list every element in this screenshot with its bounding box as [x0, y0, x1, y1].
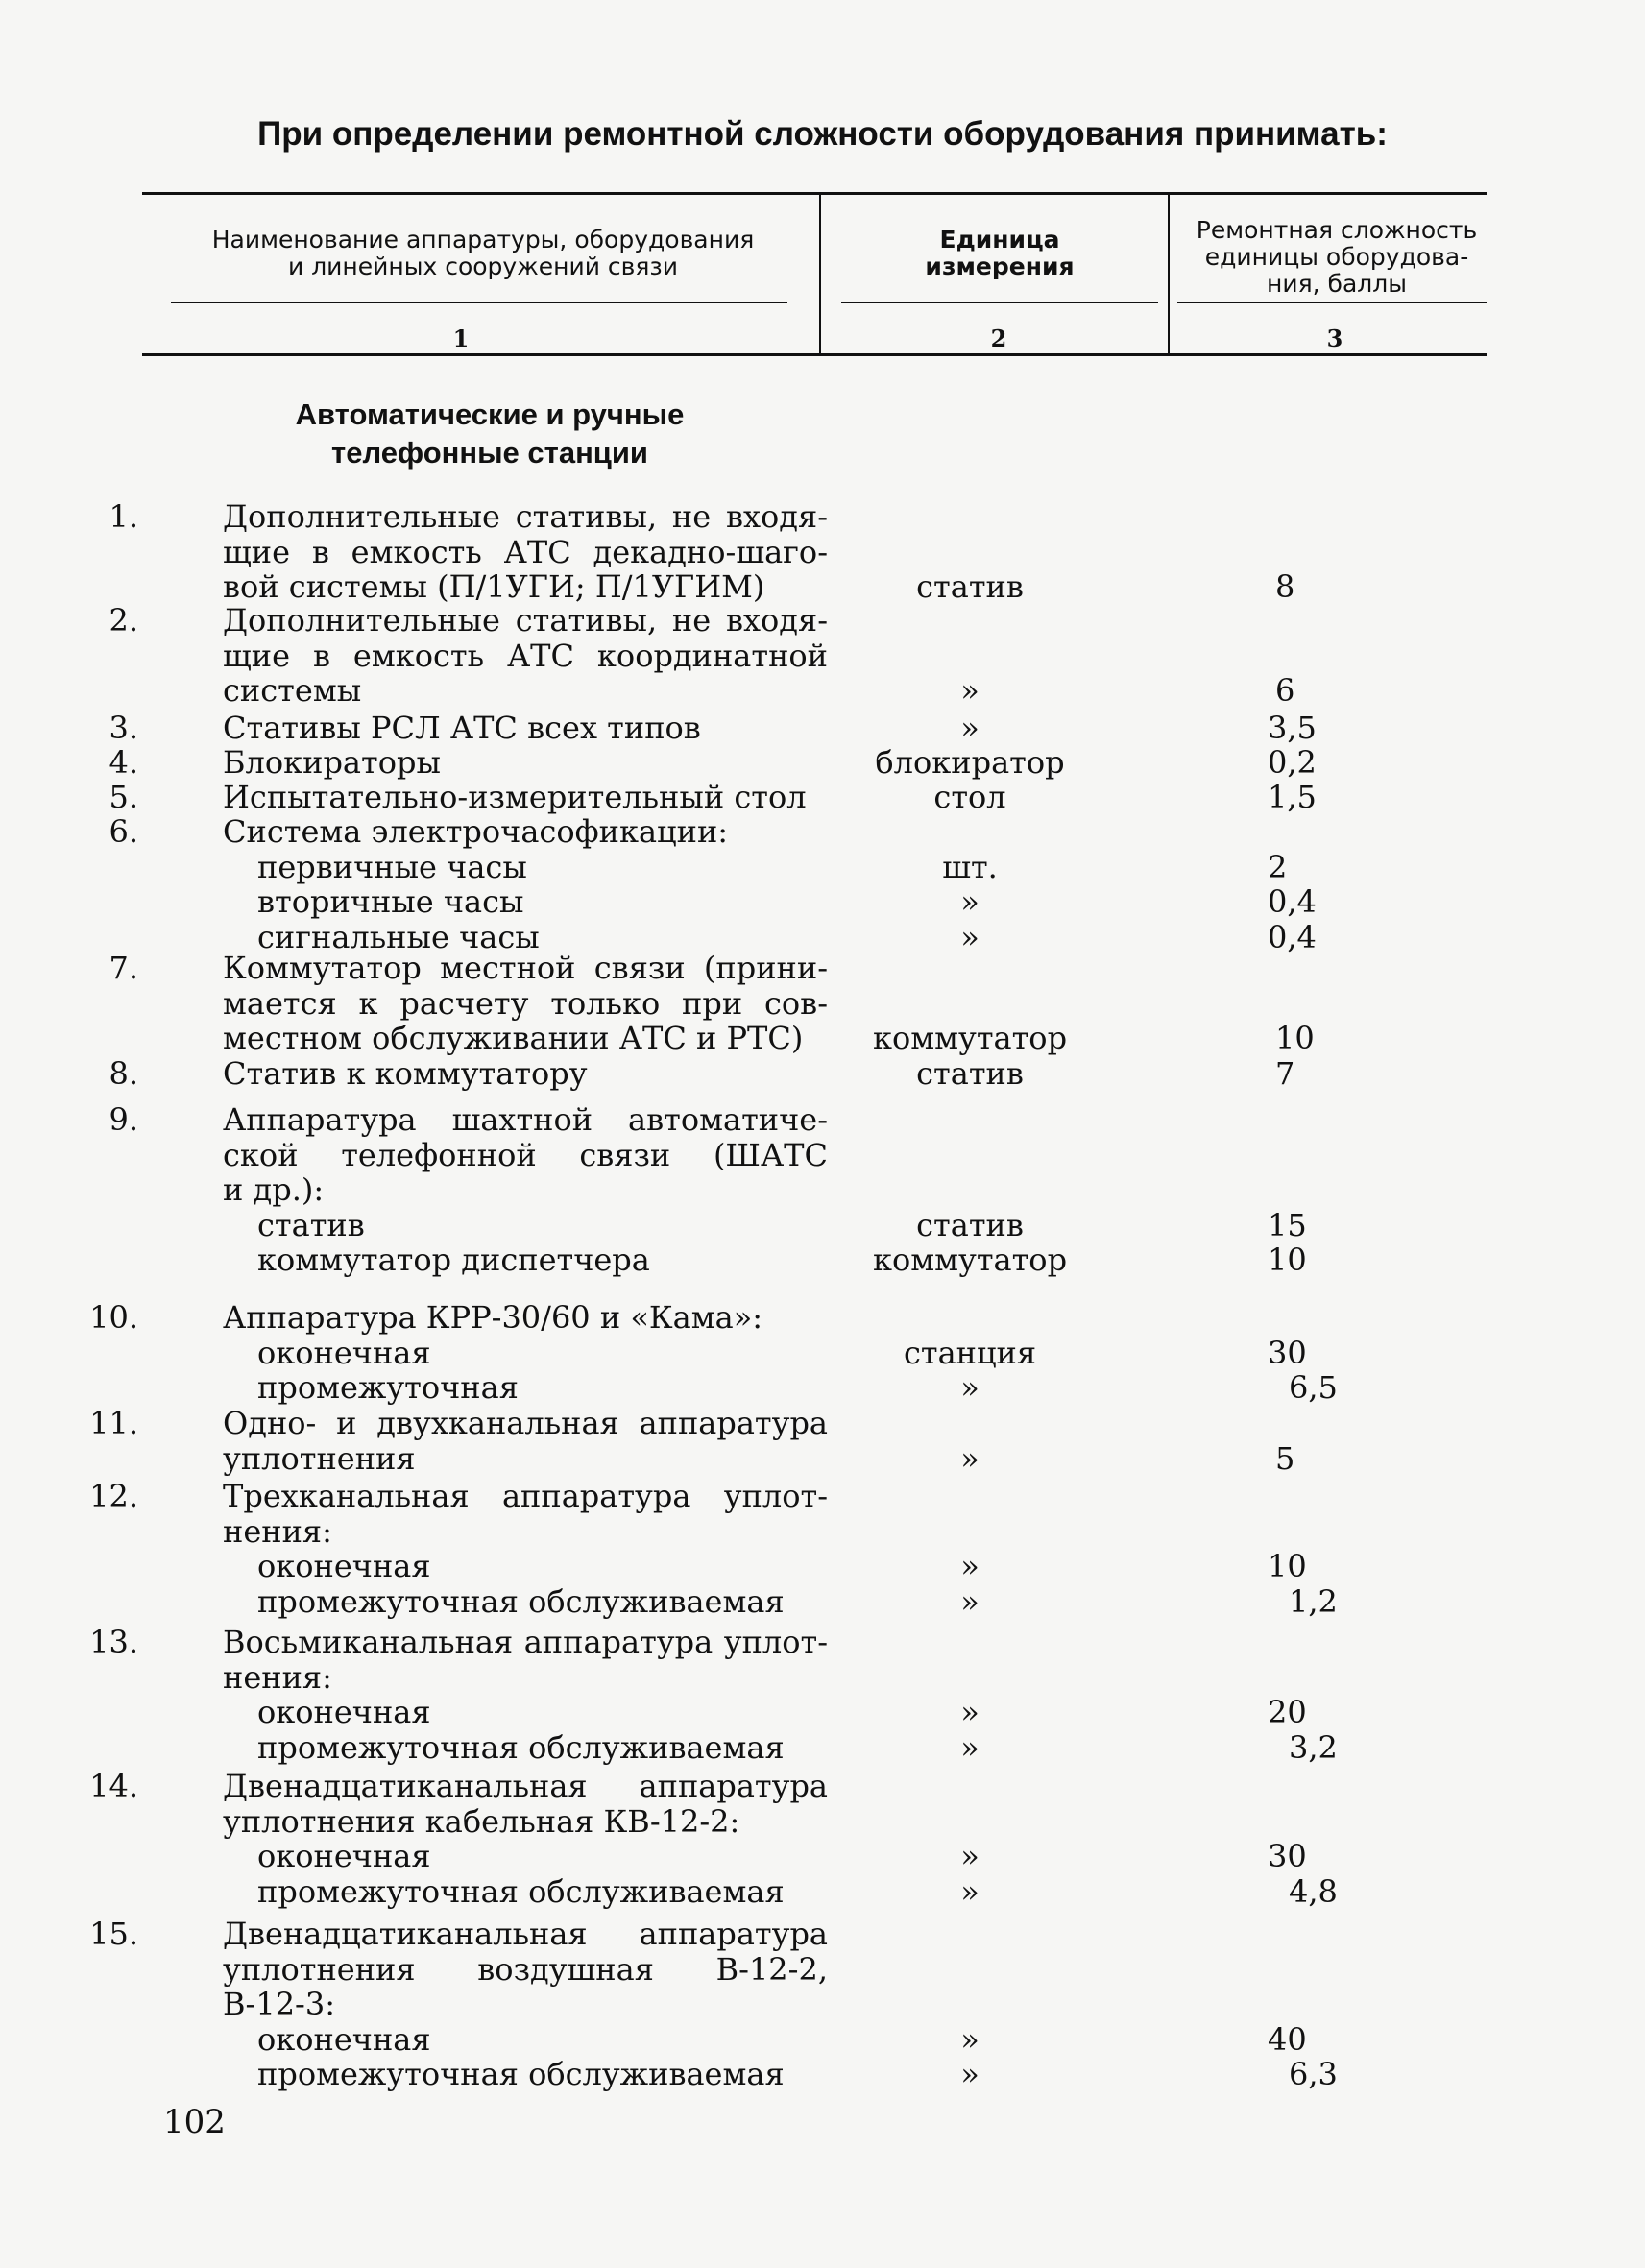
item-text-line: Аппаратура шахтной автоматиче- [223, 1101, 828, 1138]
item-sub-unit: » [960, 2056, 980, 2092]
item-text-line: Стативы РСЛ АТС всех типов [223, 710, 701, 746]
item-text-line: Система электрочасофикации: [223, 813, 729, 850]
header-col1 [161, 227, 805, 280]
header-col3 [1173, 217, 1500, 298]
item-sub-label: промежуточная обслуживаемая [257, 1728, 785, 1766]
section-title [250, 396, 730, 472]
item-sub-value: 15 [1268, 1206, 1307, 1243]
item-sub-value: 4,8 [1289, 1872, 1338, 1910]
item-text-line: В-12-3: [223, 1986, 335, 2022]
item-text-line: нения: [223, 1512, 332, 1550]
item-sub-value: 10 [1268, 1548, 1307, 1584]
item-text-line: Двенадцатиканальная аппаратура [223, 1916, 828, 1952]
item-sub-value: 3,2 [1289, 1728, 1338, 1766]
item-sub-unit: » [960, 1838, 980, 1874]
header-col1-line: Наименование аппаратуры, оборудования [211, 226, 755, 253]
item-text-line: уплотнения кабельная КВ-12-2: [223, 1802, 740, 1840]
item-sub-value: 20 [1268, 1694, 1307, 1730]
item-sub-value: 40 [1268, 2020, 1307, 2058]
item-sub-unit: шт. [942, 848, 998, 885]
item-value: 10 [1275, 1020, 1315, 1056]
item-unit: коммутатор [872, 1020, 1068, 1056]
item-text-line: Двенадцатиканальная аппаратура [223, 1768, 828, 1804]
header-col2-line: Единица [939, 226, 1060, 253]
item-sub-unit: » [960, 1582, 980, 1620]
item-sub-value: 2 [1268, 848, 1288, 885]
col-number-1: 1 [452, 325, 470, 352]
item-text-line: Дополнительные стативы, не входя- [223, 498, 828, 535]
item-number: 2. [109, 602, 138, 639]
item-text-line: системы [223, 672, 362, 709]
item-value: 8 [1275, 568, 1295, 605]
item-value: 5 [1275, 1439, 1295, 1477]
item-sub-unit: статив [916, 1206, 1024, 1243]
header-col3-line: единицы оборудова- [1204, 243, 1469, 271]
item-text-line: Статив к коммутатору [223, 1055, 588, 1092]
item-text-line: Дополнительные стативы, не входя- [223, 602, 828, 639]
item-value: 0,2 [1268, 744, 1317, 781]
item-sub-value: 0,4 [1268, 918, 1317, 955]
item-sub-label: коммутатор диспетчера [257, 1242, 650, 1278]
col3-sub-rule [1177, 302, 1487, 303]
item-sub-label: первичные часы [257, 848, 527, 885]
item-number: 12. [89, 1478, 138, 1514]
item-text-line: Восьмиканальная аппаратура уплот- [223, 1624, 828, 1660]
item-text-line: Трехканальная аппаратура уплот- [223, 1478, 828, 1514]
item-number: 8. [109, 1055, 138, 1092]
item-sub-unit: » [960, 1548, 980, 1584]
item-text-line: Одно- и двухканальная аппаратура [223, 1405, 828, 1441]
item-sub-value: 10 [1268, 1242, 1307, 1278]
page-number: 102 [163, 2103, 226, 2141]
item-sub-value: 6,3 [1289, 2056, 1338, 2092]
item-unit: стол [933, 779, 1006, 815]
table-header-bottom-rule [142, 353, 1487, 356]
item-unit: статив [916, 568, 1024, 605]
item-sub-unit: » [960, 1369, 980, 1406]
item-sub-unit: » [960, 883, 980, 920]
item-text-line: ской телефонной связи (ШАТС [223, 1136, 828, 1173]
item-number: 1. [109, 498, 138, 535]
item-number: 7. [109, 950, 138, 986]
item-unit: блокиратор [875, 744, 1065, 781]
item-number: 9. [109, 1101, 138, 1138]
item-text-line: вой системы (П/1УГИ; П/1УГИМ) [223, 568, 765, 605]
col-number-2: 2 [990, 325, 1007, 352]
item-sub-value: 0,4 [1268, 883, 1317, 920]
item-value: 6 [1275, 672, 1295, 709]
item-value: 3,5 [1268, 710, 1317, 746]
item-number: 4. [109, 744, 138, 781]
item-sub-unit: » [960, 1694, 980, 1730]
item-number: 11. [89, 1405, 138, 1441]
item-sub-value: 6,5 [1289, 1369, 1338, 1406]
item-sub-unit: станция [903, 1334, 1037, 1371]
item-text-line: Аппаратура КРР-30/60 и «Кама»: [223, 1299, 763, 1336]
item-value: 1,5 [1268, 779, 1317, 815]
item-sub-value: 30 [1268, 1334, 1307, 1371]
item-sub-label: оконечная [257, 1694, 431, 1730]
item-sub-label: статив [257, 1206, 365, 1243]
item-text-line: Испытательно-измерительный стол [223, 779, 807, 815]
item-text-line: Блокираторы [223, 744, 441, 781]
item-sub-unit: » [960, 1872, 980, 1910]
item-sub-unit: коммутатор [872, 1242, 1068, 1278]
item-sub-label: оконечная [257, 1334, 431, 1371]
item-sub-value: 30 [1268, 1838, 1307, 1874]
item-number: 6. [109, 813, 138, 850]
col-divider-2 [1168, 194, 1170, 353]
table-top-rule [142, 192, 1487, 195]
item-sub-label: промежуточная [257, 1369, 519, 1406]
item-text-line: нения: [223, 1658, 332, 1696]
col2-sub-rule [841, 302, 1158, 303]
item-sub-unit: » [960, 1728, 980, 1766]
item-number: 10. [89, 1299, 138, 1336]
item-sub-label: промежуточная обслуживаемая [257, 1582, 785, 1620]
item-text-line: Коммутатор местной связи (прини- [223, 950, 828, 986]
header-col3-line: Ремонтная сложность [1196, 216, 1478, 244]
item-sub-label: оконечная [257, 1838, 431, 1874]
page-heading: При определении ремонтной сложности оборудования принимать: [257, 115, 1388, 153]
item-number: 15. [89, 1916, 138, 1952]
item-text-line: и др.): [223, 1171, 325, 1208]
item-sub-label: промежуточная обслуживаемая [257, 2056, 785, 2092]
item-number: 13. [89, 1624, 138, 1660]
item-value: 7 [1275, 1055, 1295, 1092]
item-text-line: щие в емкость АТС декадно-шаго- [223, 533, 828, 570]
item-sub-label: оконечная [257, 1548, 431, 1584]
item-sub-label: сигнальные часы [257, 918, 540, 955]
item-sub-label: промежуточная обслуживаемая [257, 1872, 785, 1910]
item-unit: » [960, 1439, 980, 1477]
item-number: 14. [89, 1768, 138, 1804]
item-sub-value: 1,2 [1289, 1582, 1338, 1620]
item-unit: статив [916, 1055, 1024, 1092]
col1-sub-rule [171, 302, 787, 303]
header-col3-line: ния, баллы [1267, 270, 1407, 298]
item-text-line: щие в емкость АТС координатной [223, 637, 828, 674]
item-sub-label: вторичные часы [257, 883, 524, 920]
item-text-line: мается к расчету только при сов- [223, 984, 828, 1022]
item-sub-unit: » [960, 2020, 980, 2058]
item-number: 3. [109, 710, 138, 746]
item-unit: » [960, 710, 980, 746]
item-text-line: уплотнения [223, 1439, 416, 1477]
header-col2 [841, 227, 1158, 280]
item-number: 5. [109, 779, 138, 815]
item-text-line: местном обслуживании АТС и РТС) [223, 1020, 804, 1056]
section-title-line: Автоматические и ручные [295, 398, 685, 431]
item-sub-unit: » [960, 918, 980, 955]
item-unit: » [960, 672, 980, 709]
col-number-3: 3 [1326, 325, 1343, 352]
item-text-line: уплотнения воздушная В-12-2, [223, 1950, 828, 1988]
col-divider-1 [819, 194, 821, 353]
section-title-line: телефонные станции [331, 436, 648, 470]
header-col1-line: и линейных сооружений связи [288, 253, 678, 280]
header-col2-line: измерения [925, 253, 1075, 280]
item-sub-label: оконечная [257, 2020, 431, 2058]
